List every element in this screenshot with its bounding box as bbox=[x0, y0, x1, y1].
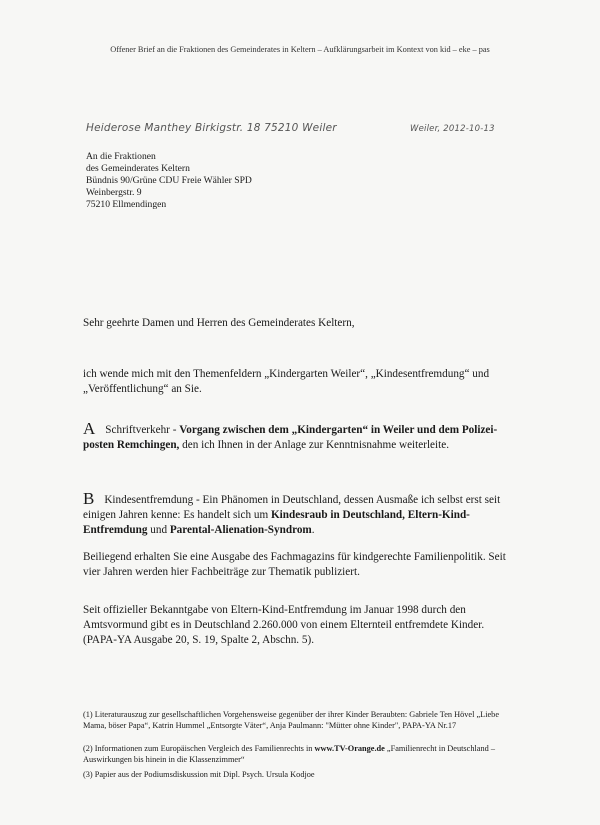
footnote-2-text: (2) Informationen zum Europäischen Vergleich des Familienrechts in bbox=[83, 744, 315, 753]
section-a bbox=[83, 421, 513, 453]
address-line: Bündnis 90/Grüne CDU Freie Wähler SPD bbox=[86, 175, 252, 186]
sender-line: Heiderose Manthey Birkigstr. 18 75210 Weiler bbox=[86, 122, 337, 134]
page-header: Offener Brief an die Fraktionen des Gemeinderates in Keltern – Aufklärungsarbeit im Kontext von kid – eke – pas bbox=[110, 45, 490, 54]
salutation: Sehr geehrte Damen und Herren des Gemeinderates Keltern, bbox=[83, 317, 355, 329]
statistics-paragraph: Seit offizieller Bekanntgabe von Eltern-Kind-Entfremdung im Januar 1998 durch den Amtsvormund gibt es in Deutschland 2.260.000 von einem Elternteil entfremdete Kinder. (PAPA-YA Ausgabe 20, S. 19, Spalte 2, Abschn. 5). bbox=[83, 604, 485, 646]
section-a-text: Schriftverkehr - bbox=[105, 424, 180, 436]
section-a-letter: A bbox=[83, 419, 96, 438]
address-line: Weinbergstr. 9 bbox=[86, 187, 142, 198]
address-line: des Gemeinderates Keltern bbox=[86, 163, 190, 174]
intro-paragraph: ich wende mich mit den Themenfeldern „Kindergarten Weiler“, „Kindesentfremdung“ und „Veröffentlichung“ an Sie. bbox=[83, 368, 490, 395]
section-b-text-2: und bbox=[147, 524, 170, 536]
magazine-paragraph: Beiliegend erhalten Sie eine Ausgabe des Fachmagazins für kindgerechte Familienpolitik. Seit vier Jahren werden hier Fachbeiträge zur Thematik publiziert. bbox=[83, 551, 506, 578]
footnote-1: (1) Literaturauszug zur gesellschaftlichen Vorgehensweise gegenüber der ihrer Kinder Beraubten: Gabriele Ten Hövel „Liebe Mama, böser Papa“, Katrin Hummel „Entsorgte Väter“, Anja Paulmann: "Mütter ohne Kinder", PAPA-YA Nr.17 bbox=[83, 710, 500, 730]
section-b-bold-2: Parental-Alienation-Syndrom bbox=[169, 524, 312, 536]
section-a-text-end: den ich Ihnen in der Anlage zur Kenntnisnahme weiterleite. bbox=[179, 439, 449, 451]
footnote-2-link: www.TV-Orange.de bbox=[314, 744, 385, 753]
section-b-text-end: . bbox=[311, 524, 315, 536]
recipient-address bbox=[86, 151, 252, 211]
footnote-3: (3) Papier aus der Podiumsdiskussion mit Dipl. Psych. Ursula Kodjoe bbox=[83, 770, 315, 779]
section-b-letter: B bbox=[83, 489, 95, 508]
section-b bbox=[83, 491, 513, 538]
footnote-2 bbox=[83, 743, 523, 765]
address-line: An die Fraktionen bbox=[86, 151, 156, 162]
letter-date: Weiler, 2012-10-13 bbox=[410, 124, 495, 134]
footnote-2-text-end: „Familienrecht in Deutschland – Auswirkungen bis hinein in die Klassenzimmer“ bbox=[83, 744, 495, 764]
section-a-bold: Vorgang zwischen dem „Kindergarten“ in Weiler und dem Polizei-posten Remchingen, bbox=[83, 424, 498, 451]
address-line: 75210 Ellmendingen bbox=[86, 199, 167, 210]
section-b-bold-1: Kindesraub in Deutschland, Eltern-Kind-Entfremdung bbox=[83, 509, 470, 536]
section-b-text: Kindesentfremdung - Ein Phänomen in Deutschland, dessen Ausmaße ich selbst erst seit einigen Jahren kenne: Es handelt sich um bbox=[83, 494, 501, 521]
